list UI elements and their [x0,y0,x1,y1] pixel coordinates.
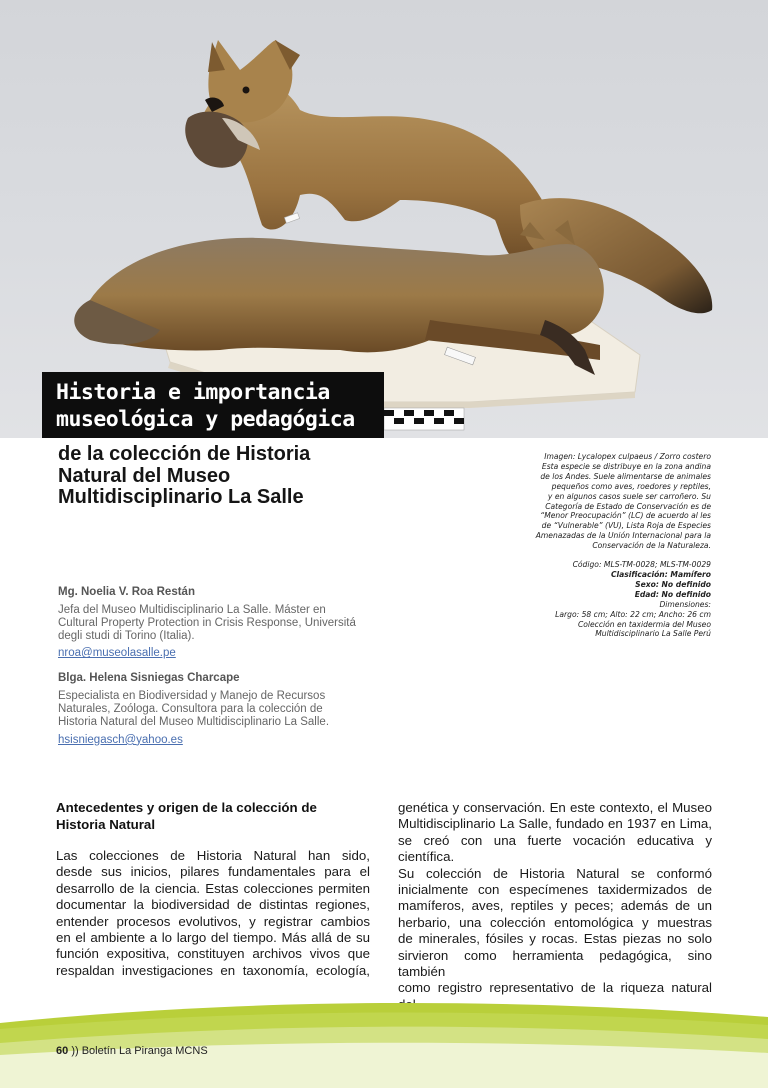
text-line: desde sus inicios, pilares fundamentales para el [56,864,370,880]
image-caption [516,452,711,639]
title-line-1: Historia e importancia [56,380,330,405]
text-line: se creó con una fuerte vocación educativa y científica. [398,832,712,865]
text-line: documentar la biodiversidad de distintas regiones, [56,897,370,913]
caption-line: Esta especie se distribuye en la zona andina [541,461,711,471]
text-line: sirvieron como herramienta pedagógica, sino también [398,947,712,980]
text-line: desarrollo de la ciencia. Estas colecciones permiten [56,880,370,896]
specimen-dimensions: Largo: 58 cm; Alto: 22 cm; Ancho: 26 cm [555,609,711,619]
page-number: 60 [56,1045,69,1057]
text-line: Las colecciones de Historia Natural han sido, [56,848,370,863]
caption-line: y en algunos casos suele ser carroñero. Su [547,491,711,501]
caption-line: “Menor Preocupación” (LC) de acuerdo al les [540,511,711,521]
footer-wave-decoration [0,995,768,1088]
text-line: en el ambiente a lo largo del tiempo. Más allá de su [56,930,370,946]
collection-line-2: Multidisciplinario La Salle Perú [595,629,711,639]
specimen-code: Código: MLS-TM-0028; MLS-TM-0029 [572,560,711,570]
text-line: Multidisciplinario La Salle, fundado en 1937 en Lima, [398,816,712,832]
author-email-link[interactable]: hsisniegasch@yahoo.es [58,733,183,746]
authors-block [58,585,358,747]
caption-line: pequeños como aves, roedores y reptiles, [551,481,711,491]
author-email-link[interactable]: nroa@museolasalle.pe [58,647,176,660]
caption-line: de “Vulnerable” (VU), Lista Roja de Especies [541,521,711,531]
text-line: herbario, una colección entomológica y muestras [398,914,712,930]
scale-bar [384,408,464,430]
text-line: genética y conservación. En este contexto, el Museo [398,800,712,815]
author-2 [58,671,358,746]
caption-description [516,452,711,551]
text-line: mamíferos, aves, reptiles y peces; además de un [398,898,712,914]
article-column-left [56,799,370,979]
caption-line: de los Andes. Suele alimentarse de animales [540,471,711,481]
title-banner [42,372,384,438]
dimensions-label: Dimensiones: [659,599,711,609]
specimen-sex: Sexo: No definido [635,579,711,589]
text-line: Su colección de Historia Natural se conformó [398,865,712,881]
author-bio: Especialista en Biodiversidad y Manejo de Recursos Naturales, Zoóloga. Consultora para la colección de Historia Natural del Museo Multidisciplinario La Salle. [58,690,330,728]
article-subtitle: de la colección de Historia Natural del Museo Multidisciplinario La Salle [58,443,311,508]
specimen-metadata [516,560,711,639]
publication-name: Boletín La Piranga MCNS [81,1045,208,1057]
caption-line: Amenazadas de la Unión Internacional para la [535,531,711,541]
caption-line: Categoría de Estado de Conservación es de [545,501,711,511]
footer-separator: )) [71,1045,79,1057]
caption-line: Conservación de la Naturaleza. [592,541,711,551]
caption-line: Imagen: Lycalopex culpaeus / Zorro costero [544,452,711,461]
author-name: Blga. Helena Sisniegas Charcape [58,672,240,685]
specimen-classification: Clasificación: Mamífero [610,569,711,579]
text-line: función expositiva, constituyen archivos vivos que [56,946,370,962]
text-line: de minerales, fósiles y rocas. Estas piezas no solo [398,931,712,947]
text-line: inicialmente con especímenes taxidermizados de [398,882,712,898]
specimen-age: Edad: No definido [634,589,711,599]
page-footer [56,1045,208,1057]
text-line: respaldan investigaciones en taxonomía, ecología, [56,962,370,978]
collection-line-1: Colección en taxidermia del Museo [577,619,711,629]
title-line-2: museológica y pedagógica [56,407,355,432]
author-name: Mg. Noelia V. Roa Restán [58,586,195,598]
text-line: como registro representativo de la riqueza natural [398,980,712,996]
section-heading: Antecedentes y origen de la colección de Historia Natural [56,800,317,832]
author-1 [58,585,358,660]
paragraph-left [56,848,370,979]
author-bio: Jefa del Museo Multidisciplinario La Salle. Máster en Cultural Property Protection in Crisis Response, Universitá degli studi di Torino (Italia). [58,604,356,642]
text-line: entender procesos evolutivos, y registrar cambios [56,913,370,929]
